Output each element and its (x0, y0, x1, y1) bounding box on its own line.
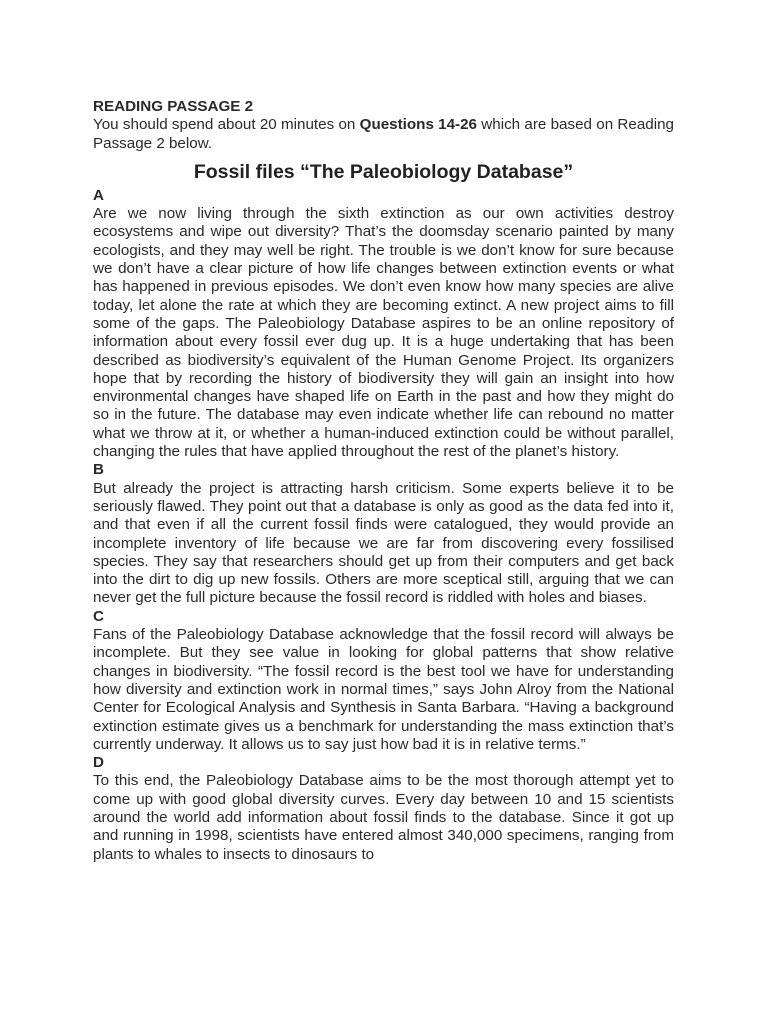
section-letter-c: C (93, 607, 104, 625)
instructions-text-end: which are based on Reading Passage 2 below. (93, 116, 674, 152)
section-paragraph-a: Are we now living through the sixth extinction as our own activities destroy ecosystems and wipe out diversity? That’s the doomsday scenario painted by many ecologists, and they may well be right. The trouble is we don’t know for sure because we don’t have a clear picture of how life changes between extinction events or what has happened in previous episodes. We don’t even know how many species are alive today, let alone the rate at which they are becoming extinct. A new project aims to fill some of the gaps. The Paleobiology Database aspires to be an online repository of information about every fossil ever dug up. It is a huge undertaking that has been described as biodiversity’s equivalent of the Human Genome Project. Its organizers hope that by recording the history of biodiversity they will gain an insight into how environmental changes have shaped life on Earth in the past and how they might do so in the future. The database may even indicate whether life can rebound no matter what we throw at it, or whether a human-induced extinction could be without parallel, changing the rules that have applied throughout the rest of the planet’s history. (93, 205, 674, 461)
instructions (93, 116, 674, 153)
section-letter-d: D (93, 754, 104, 772)
section-paragraph-d: To this end, the Paleobiology Database aims to be the most thorough attempt yet to come up with good global diversity curves. Every day between 10 and 15 scientists around the world add information about fossil finds to the database. Since it got up and running in 1998, scientists have entered almost 340,000 specimens, ranging from plants to whales to insects to dinosaurs to (93, 772, 674, 863)
instructions-questions: Questions 14-26 (359, 116, 478, 134)
passage-label: READING PASSAGE 2 (93, 98, 254, 115)
section-paragraph-c: Fans of the Paleobiology Database acknowledge that the fossil record will always be incomplete. But they see value in looking for global patterns that show relative changes in biodiversity. “The fossil record is the best tool we have for understanding how diversity and extinction work in normal times,” says John Alroy from the National Center for Ecological Analysis and Synthesis in Santa Barbara. “Having a background extinction estimate gives us a benchmark for understanding the mass extinction that’s currently underway. It allows us to say just how bad it is in relative terms.” (93, 626, 674, 753)
reading-passage-page (93, 98, 674, 864)
section-paragraph-b: But already the project is attracting harsh criticism. Some experts believe it to be seriously flawed. They point out that a database is only as good as the data fed into it, and that even if all the current fossil finds were catalogued, they would provide an incomplete inventory of life because we are far from discovering every fossilised species. They say that researchers should get up from their computers and get back into the dirt to dig up new fossils. Others are more sceptical still, arguing that we can never get the full picture because the fossil record is riddled with holes and biases. (93, 479, 674, 607)
section-letter-b: B (93, 461, 104, 479)
passage-title: Fossil files “The Paleobiology Database” (193, 160, 574, 183)
section-letter-a: A (93, 186, 104, 204)
instructions-text-start: You should spend about 20 minutes on (93, 116, 360, 134)
